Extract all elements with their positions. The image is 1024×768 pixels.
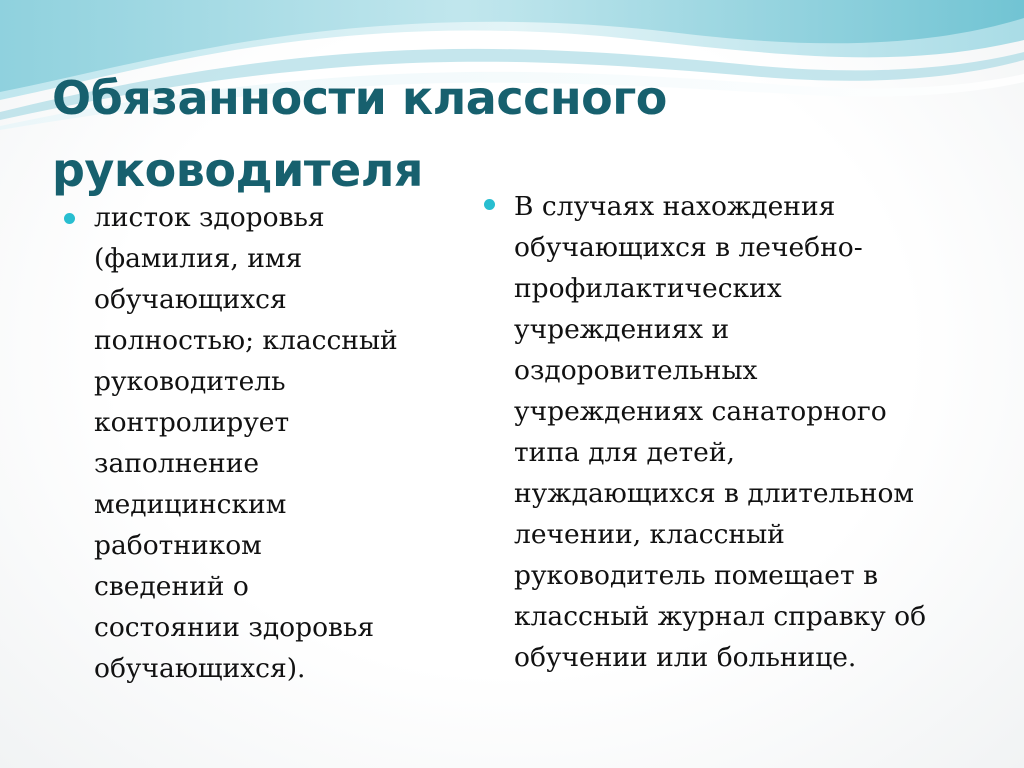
right-line: обучающихся в лечебно- <box>514 232 863 263</box>
right-line: обучении или больнице. <box>514 642 857 673</box>
right-line: типа для детей, <box>514 437 735 468</box>
left-line: листок здоровья <box>94 202 325 233</box>
right-line: нуждающихся в длительном <box>514 478 915 509</box>
left-line: состоянии здоровья <box>94 612 375 643</box>
right-line: учреждениях и <box>514 314 730 345</box>
left-line: медицинским <box>94 489 287 520</box>
right-line: В случаях нахождения <box>514 191 836 222</box>
left-line: сведений о <box>94 571 249 602</box>
right-line: профилактических <box>514 273 782 304</box>
title-line-2: руководителя <box>52 143 423 197</box>
left-bullet-text <box>94 197 454 689</box>
left-line: руководитель <box>94 366 286 397</box>
right-line: оздоровительных <box>514 355 758 386</box>
left-line: полностью; классный <box>94 325 398 356</box>
bullet-icon <box>64 213 75 224</box>
title-line-1: Обязанности классного <box>52 71 667 125</box>
right-line: лечении, классный <box>514 519 785 550</box>
left-line: работником <box>94 530 262 561</box>
left-line: обучающихся). <box>94 653 306 684</box>
left-line: (фамилия, имя <box>94 243 303 274</box>
slide-title <box>52 62 772 206</box>
right-line: руководитель помещает в <box>514 560 878 591</box>
left-line: контролирует <box>94 407 290 438</box>
bullet-icon <box>484 199 495 210</box>
left-line: заполнение <box>94 448 260 479</box>
right-bullet-text <box>514 186 994 678</box>
right-line: учреждениях санаторного <box>514 396 887 427</box>
right-line: классный журнал справку об <box>514 601 927 632</box>
left-line: обучающихся <box>94 284 287 315</box>
